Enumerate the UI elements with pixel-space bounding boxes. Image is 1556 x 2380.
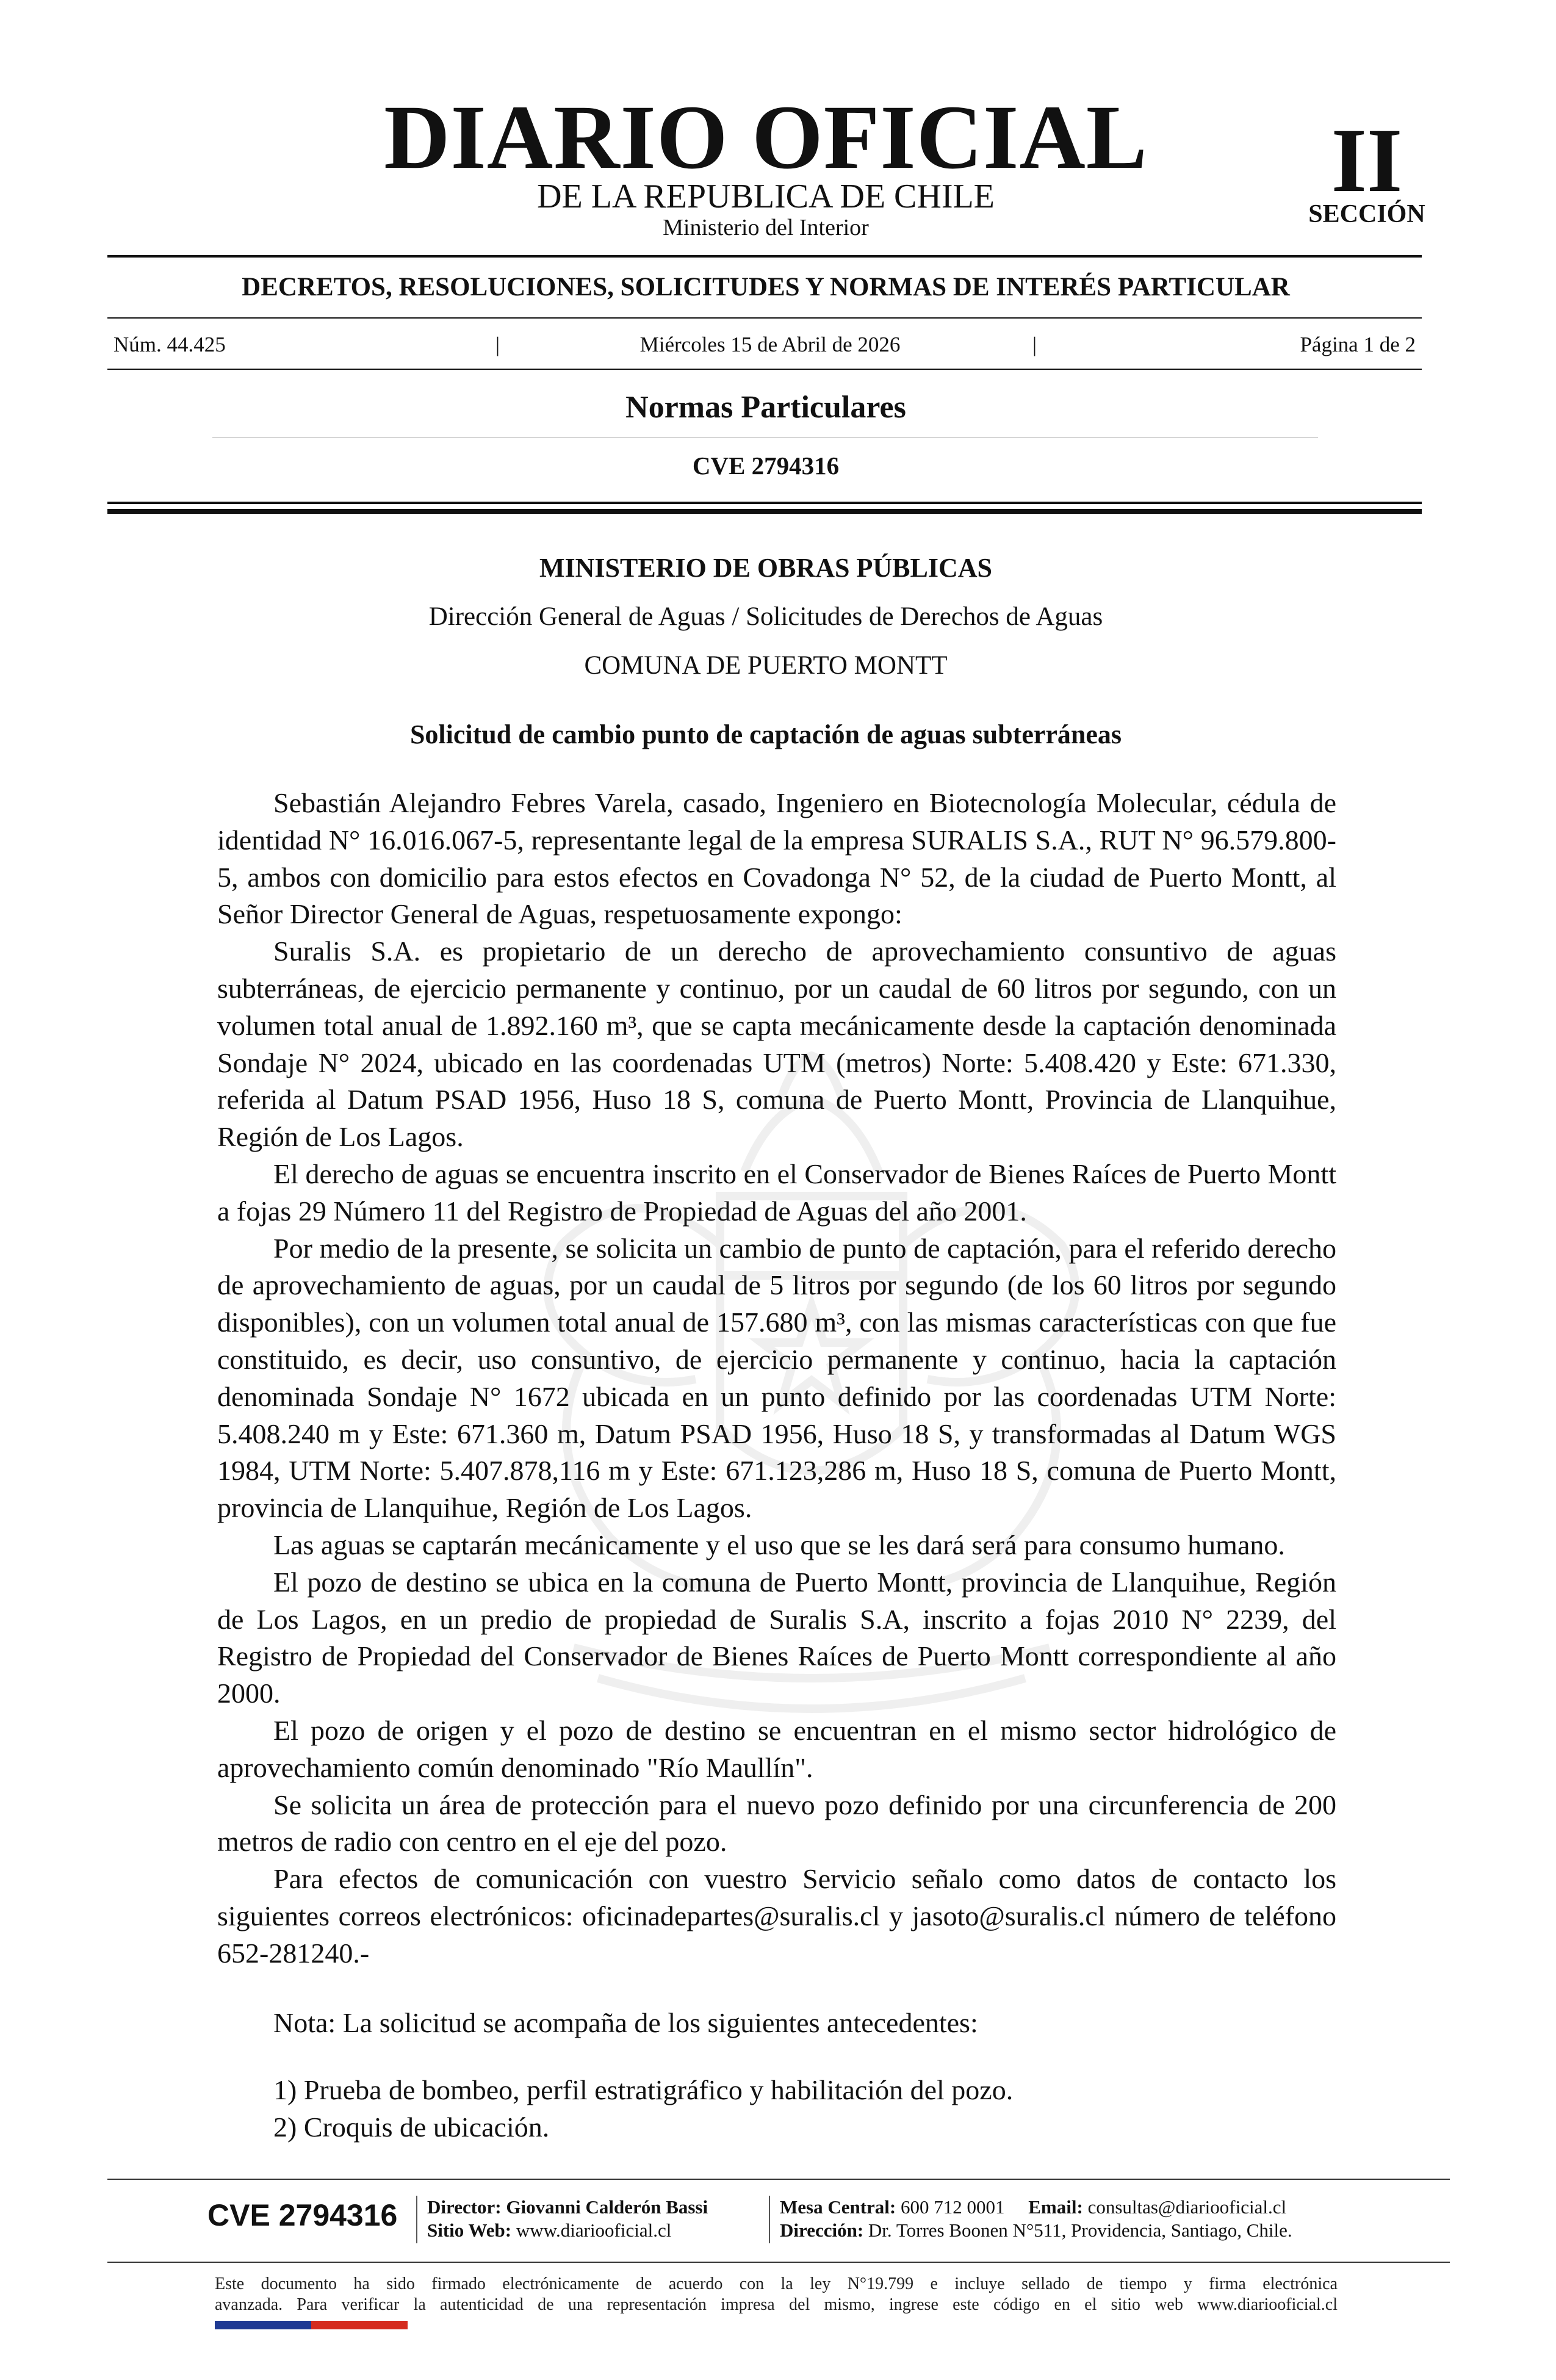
flag-stripe-red <box>311 2321 408 2329</box>
legal-notice-line: Este documento ha sido firmado electrónicamente de acuerdo con la ley N°19.799 e incluye sellado de tiempo y firma electrónica <box>215 2274 1338 2293</box>
issue-number: Núm. 44.425 <box>113 333 226 356</box>
body-paragraph: El pozo de destino se ubica en la comuna de Puerto Montt, provincia de Llanquihue, Región de Los Lagos, en un predio de propiedad de Suralis S.A, inscrito a fojas 2010 N° 2239, del Registro de Propiedad del Conservador de Bienes Raíces de Puerto Montt correspondiente al año 2000. <box>217 1566 1336 1709</box>
document-body <box>217 785 1336 2146</box>
commune: COMUNA DE PUERTO MONTT <box>584 651 948 680</box>
body-paragraph: Por medio de la presente, se solicita un cambio de punto de captación, para el referido derecho de aprovechamiento de aguas, por un caudal de 5 litros por segundo (de los 60 litros por segundo disponibles), con un volumen total anual de 157.680 m³, con las mismas características con que fue constituido, es decir, uso consuntivo, de ejercicio permanente y continuo, hacia la captación denominada Sondaje N° 1672 ubicada en un punto definido por las coordenadas UTM Norte: 5.408.240 m y Este: 671.360 m, Datum PSAD 1956, Huso 18 S, y transformadas al Datum WGS 1984, UTM Norte: 5.407.878,116 m y Este: 671.123,286 m, Huso 18 S, comuna de Puerto Montt, provincia de Llanquihue, Región de Los Lagos. <box>217 1232 1336 1524</box>
header-double-rule-bottom <box>107 509 1422 514</box>
body-paragraph: Sebastián Alejandro Febres Varela, casado, Ingeniero en Biotecnología Molecular, cédula de identidad N° 16.016.067-5, representante legal de la empresa SURALIS S.A., RUT N° 96.579.800-5, ambos con domicilio para estos efectos en Covadonga N° 52, de la ciudad de Puerto Montt, al Señor Director General de Aguas, respetuosamente expongo: <box>217 787 1336 930</box>
attachments-note: Nota: La solicitud se acompaña de los siguientes antecedentes: <box>273 2007 978 2038</box>
section-roman-numeral: II <box>1331 110 1403 211</box>
section-heading: Normas Particulares <box>625 390 906 425</box>
legal-notice-line: avanzada. Para verificar la autenticidad de una representación impresa del mismo, ingrese este código en el sitio web www.diariooficial.cl <box>215 2295 1338 2314</box>
infobar-separator: | <box>495 333 500 356</box>
flag-stripe-blue <box>215 2321 311 2329</box>
director-label: Director: <box>427 2196 502 2218</box>
footer-divider-top <box>107 2179 1450 2180</box>
masthead-ministry: Ministerio del Interior <box>663 215 869 240</box>
website-link[interactable]: www.diariooficial.cl <box>516 2220 672 2241</box>
email-label: Email: <box>1028 2196 1083 2218</box>
cve-code: CVE 2794316 <box>692 452 840 480</box>
category-heading: DECRETOS, RESOLUCIONES, SOLICITUDES Y NORMAS DE INTERÉS PARTICULAR <box>242 273 1290 301</box>
body-paragraph: Para efectos de comunicación con vuestro Servicio señalo como datos de contacto los siguientes correos electrónicos: oficinadepartes@suralis.cl y jasoto@suralis.cl número de teléfono 652-281240.- <box>217 1863 1336 1969</box>
issue-date: Miércoles 15 de Abril de 2026 <box>639 333 901 356</box>
document-title: Solicitud de cambio punto de captación de aguas subterráneas <box>409 719 1122 749</box>
director-name: Giovanni Calderón Bassi <box>506 2196 708 2218</box>
footer-column-separator <box>416 2196 417 2243</box>
body-paragraph: El derecho de aguas se encuentra inscrito en el Conservador de Bienes Raíces de Puerto Montt a fojas 29 Número 11 del Registro de Propiedad de Aguas del año 2001. <box>217 1158 1336 1227</box>
footer-divider-bottom <box>107 2262 1450 2263</box>
masthead-title: DIARIO OFICIAL <box>384 87 1148 188</box>
page-indicator: Página 1 de 2 <box>1300 333 1416 356</box>
address-label: Dirección: <box>780 2220 864 2241</box>
directorate: Dirección General de Aguas / Solicitudes de Derechos de Aguas <box>428 602 1103 631</box>
infobar-separator: | <box>1032 333 1037 356</box>
body-paragraph: El pozo de origen y el pozo de destino se encuentran en el mismo sector hidrológico de aprovechamiento común denominado "Río Maullín". <box>217 1714 1336 1783</box>
infobar-divider <box>107 369 1422 370</box>
section-heading-underline <box>212 437 1318 438</box>
footer-cve-code: CVE 2794316 <box>207 2198 398 2232</box>
footer-column-separator <box>769 2196 770 2243</box>
phone-value: 600 712 0001 <box>901 2196 1005 2218</box>
email-link[interactable]: consultas@diariooficial.cl <box>1087 2196 1287 2218</box>
footer-contact-info <box>780 2196 1292 2242</box>
legal-notice <box>215 2274 1338 2315</box>
body-paragraph: Las aguas se captarán mecánicamente y el uso que se les dará será para consumo humano. <box>273 1529 1285 1560</box>
footer-director-info <box>427 2196 708 2242</box>
attachment-item: 2) Croquis de ubicación. <box>273 2111 550 2143</box>
masthead-subtitle: DE LA REPUBLICA DE CHILE <box>537 178 995 215</box>
body-paragraph: Suralis S.A. es propietario de un derecho de aprovechamiento consuntivo de aguas subterráneas, de ejercicio permanente y continuo, por un caudal de 60 litros por segundo, con un volumen total anual de 1.892.160 m³, que se capta mecánicamente desde la captación denominada Sondaje N° 2024, ubicado en las coordenadas UTM (metros) Norte: 5.408.420 y Este: 671.330, referida al Datum PSAD 1956, Huso 18 S, comuna de Puerto Montt, Provincia de Llanquihue, Región de Los Lagos. <box>217 936 1336 1153</box>
address-value: Dr. Torres Boonen N°511, Providencia, Santiago, Chile. <box>868 2220 1292 2241</box>
attachment-item: 1) Prueba de bombeo, perfil estratigráfico y habilitación del pozo. <box>273 2074 1014 2106</box>
phone-label: Mesa Central: <box>780 2196 896 2218</box>
section-label: SECCIÓN <box>1308 200 1425 228</box>
issuing-ministry: MINISTERIO DE OBRAS PÚBLICAS <box>539 553 993 583</box>
category-divider-top <box>107 317 1422 319</box>
website-label: Sitio Web: <box>427 2220 512 2241</box>
body-paragraph: Se solicita un área de protección para el nuevo pozo definido por una circunferencia de 200 metros de radio con centro en el eje del pozo. <box>217 1789 1336 1858</box>
masthead-divider <box>107 255 1422 258</box>
header-double-rule-top <box>107 502 1422 504</box>
